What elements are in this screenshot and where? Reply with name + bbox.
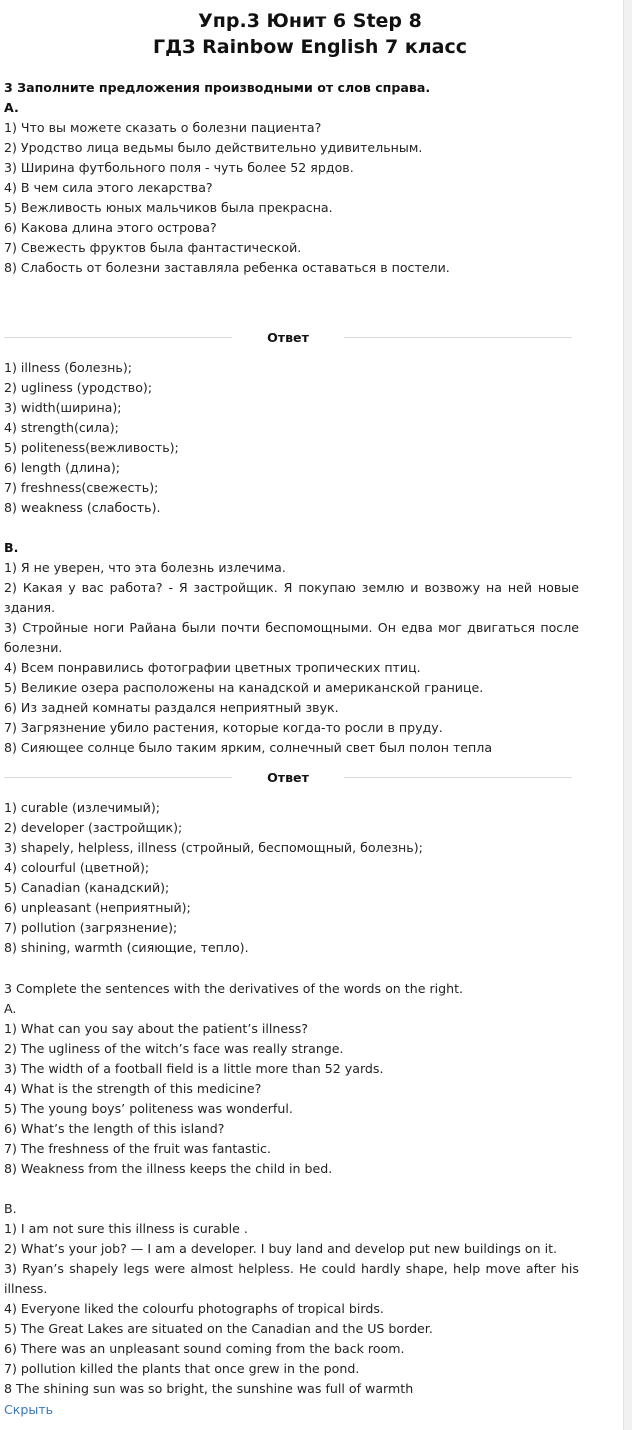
answer-item: 4) colourful (цветной);	[4, 860, 150, 875]
part-b-label-en: B.	[4, 1201, 17, 1216]
answer-item: 7) pollution (загрязнение);	[4, 920, 178, 935]
task-heading-en: 3 Complete the sentences with the derivatives of the words on the right.	[4, 981, 464, 996]
title-line-1: Упр.3 Юнит 6 Step 8	[198, 10, 422, 32]
answer-item: 8) weakness (слабость).	[4, 500, 161, 515]
answer-item: 5) Canadian (канадский);	[4, 880, 170, 895]
list-item: 4) Everyone liked the colourfu photographs of tropical birds.	[4, 1301, 384, 1316]
part-b-label-ru: B.	[4, 540, 19, 555]
page-title	[0, 8, 620, 60]
task-heading-ru: 3 Заполните предложения производными от слов справа.	[4, 80, 431, 95]
answer-item: 1) illness (болезнь);	[4, 360, 132, 375]
answer-separator	[4, 328, 572, 348]
answer-item: 4) strength(сила);	[4, 420, 119, 435]
answer-label: Ответ	[267, 770, 309, 785]
list-item: 6) Из задней комнаты раздался неприятный звук.	[4, 700, 339, 715]
answer-item: 7) freshness(свежесть);	[4, 480, 159, 495]
scrollbar-track[interactable]	[623, 0, 632, 1430]
answer-item: 6) length (длина);	[4, 460, 121, 475]
answer-item: 3) shapely, helpless, illness (стройный, беспомощный, болезнь);	[4, 840, 423, 855]
answer-item: 6) unpleasant (неприятный);	[4, 900, 191, 915]
answer-item: 3) width(ширина);	[4, 400, 122, 415]
list-item: 8) Слабость от болезни заставляла ребенка оставаться в постели.	[4, 260, 450, 275]
hide-link[interactable]: Скрыть	[4, 1402, 54, 1417]
list-item: 4) Всем понравились фотографии цветных тропических птиц.	[4, 660, 421, 675]
answer-item: 8) shining, warmth (сияющие, тепло).	[4, 940, 249, 955]
list-item: 6) Какова длина этого острова?	[4, 220, 217, 235]
title-line-2: ГДЗ Rainbow English 7 класс	[152, 36, 468, 58]
list-item: 8) Weakness from the illness keeps the child in bed.	[4, 1161, 333, 1176]
list-item: 3) Ширина футбольного поля - чуть более 52 ярдов.	[4, 160, 354, 175]
list-item: 1) Что вы можете сказать о болезни пациента?	[4, 120, 322, 135]
list-item: 1) Я не уверен, что эта болезнь излечима.	[4, 560, 286, 575]
list-item: 2) The ugliness of the witch’s face was really strange.	[4, 1041, 344, 1056]
list-item: 5) The young boys’ politeness was wonderful.	[4, 1101, 293, 1116]
list-item: 7) The freshness of the fruit was fantastic.	[4, 1141, 271, 1156]
list-item: 7) Свежесть фруктов была фантастической.	[4, 240, 302, 255]
answer-separator	[4, 768, 572, 788]
answer-item: 2) developer (застройщик);	[4, 820, 183, 835]
list-item: 7) pollution killed the plants that once grew in the pond.	[4, 1361, 360, 1376]
answer-item: 5) politeness(вежливость);	[4, 440, 179, 455]
list-item: 1) I am not sure this illness is curable .	[4, 1221, 248, 1236]
list-item: 5) The Great Lakes are situated on the Canadian and the US border.	[4, 1321, 433, 1336]
list-item: 6) What’s the length of this island?	[4, 1121, 225, 1136]
list-item: 3) Ryan’s shapely legs were almost helpless. He could hardly shape, help move after his illness.	[4, 1261, 579, 1296]
answer-item: 1) curable (излечимый);	[4, 800, 160, 815]
list-item: 3) Стройные ноги Райана были почти беспомощными. Он едва мог двигаться после болезни.	[4, 620, 579, 655]
list-item: 4) What is the strength of this medicine?	[4, 1081, 262, 1096]
list-item: 5) Великие озера расположены на канадской и американской границе.	[4, 680, 484, 695]
list-item: 6) There was an unpleasant sound coming from the back room.	[4, 1341, 405, 1356]
list-item: 2) Уродство лица ведьмы было действительно удивительным.	[4, 140, 423, 155]
list-item: 7) Загрязнение убило растения, которые когда-то росли в пруду.	[4, 720, 443, 735]
part-a-label-ru: A.	[4, 100, 19, 115]
answer-label: Ответ	[267, 330, 309, 345]
list-item: 2) Какая у вас работа? - Я застройщик. Я покупаю землю и возвожу на ней новые здания.	[4, 580, 579, 615]
list-item: 5) Вежливость юных мальчиков была прекрасна.	[4, 200, 333, 215]
list-item: 1) What can you say about the patient’s illness?	[4, 1021, 308, 1036]
list-item: 2) What’s your job? — I am a developer. I buy land and develop put new buildings on it.	[4, 1241, 558, 1256]
list-item: 8) Сияющее солнце было таким ярким, солнечный свет был полон тепла	[4, 740, 493, 755]
list-item: 4) В чем сила этого лекарства?	[4, 180, 213, 195]
list-item: 8 The shining sun was so bright, the sunshine was full of warmth	[4, 1381, 414, 1396]
part-a-label-en: A.	[4, 1001, 17, 1016]
list-item: 3) The width of a football field is a little more than 52 yards.	[4, 1061, 384, 1076]
answer-item: 2) ugliness (уродство);	[4, 380, 153, 395]
